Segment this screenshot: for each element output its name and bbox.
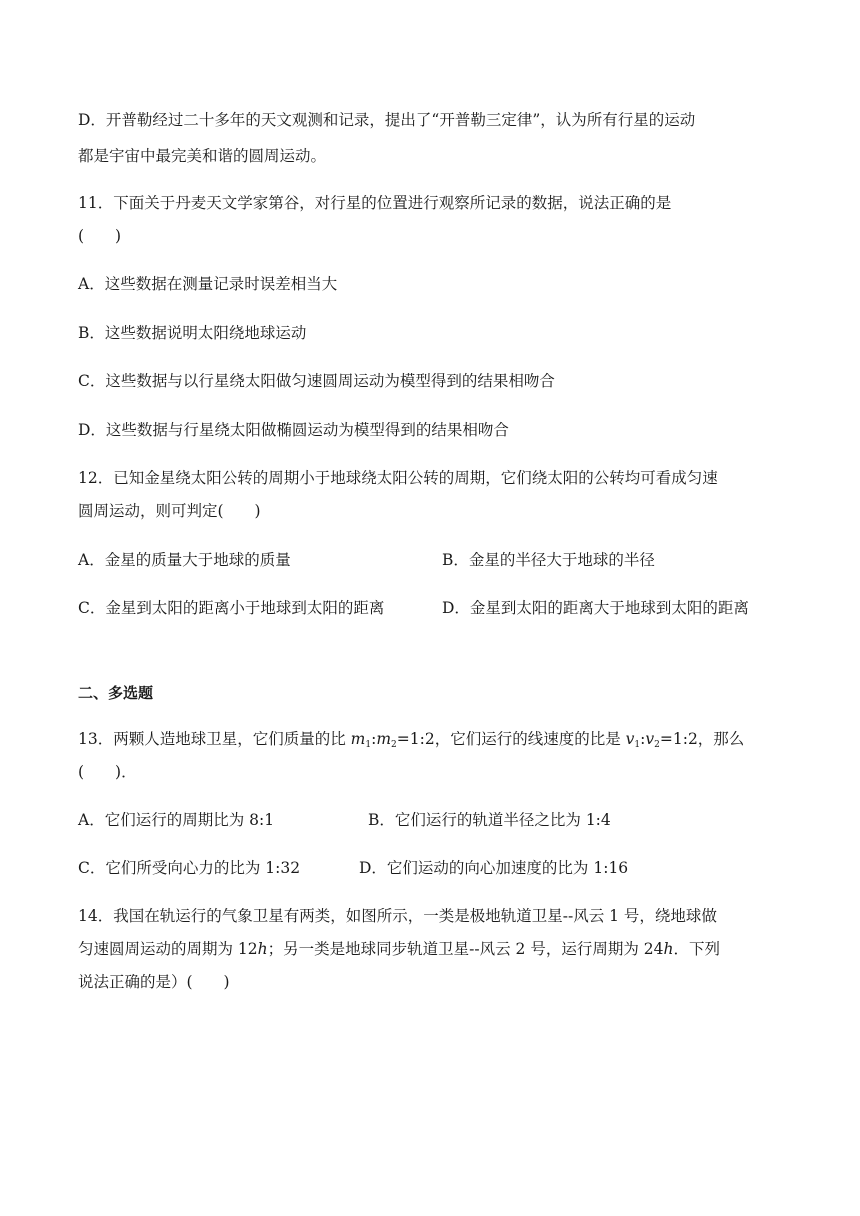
q10-option-d-line2: 都是宇宙中最完美和谐的圆周运动。	[78, 147, 327, 165]
q13-ratio2-text: =1:2，那么	[659, 730, 745, 748]
q10-option-d-line1: D．开普勒经过二十多年的天文观测和记录，提出了“开普勒三定律”，认为所有行星的运动	[78, 111, 696, 129]
q13-colon2: :	[640, 730, 646, 748]
q13-ratio1-text: =1:2，它们运行的线速度的比是	[396, 730, 626, 748]
q11-option-a: A．这些数据在测量记录时误差相当大	[78, 275, 338, 293]
q11-option-c: C．这些数据与以行星绕太阳做匀速圆周运动为模型得到的结果相吻合	[78, 372, 555, 390]
section-heading-multiple-choice: 二、多选题	[78, 684, 154, 702]
q13-m1: m	[350, 730, 366, 748]
q13-v1: v	[625, 730, 635, 748]
q11-stem-line1: 11．下面关于丹麦天文学家第谷，对行星的位置进行观察所记录的数据，说法正确的是	[78, 194, 672, 212]
q14-line2-text-b: ；另一类是地球同步轨道卫星--风云 2 号，运行周期为 24	[267, 940, 664, 958]
q11-option-b: B．这些数据说明太阳绕地球运动	[78, 324, 307, 342]
q12-option-a: A．金星的质量大于地球的质量	[78, 551, 291, 569]
q14-line2-text-c: ．下列	[673, 940, 720, 958]
q13-option-d: D．它们运动的向心加速度的比为 1:16	[359, 859, 629, 877]
q14-line2-text-a: 匀速圆周运动的周期为 12	[78, 940, 258, 958]
q13-stem-line1	[78, 727, 744, 757]
q14-unit-h2: h	[663, 940, 674, 958]
q13-v1-subscript: 1	[634, 740, 641, 750]
q12-stem-line1: 12．已知金星绕太阳公转的周期小于地球绕太阳公转的周期，它们绕太阳的公转均可看成匀速	[78, 469, 718, 487]
q13-m1-subscript: 1	[365, 740, 372, 750]
q12-option-b: B．金星的半径大于地球的半径	[442, 551, 655, 569]
q13-m2-subscript: 2	[391, 740, 397, 750]
q12-option-d: D．金星到太阳的距离大于地球到太阳的距离	[442, 599, 749, 617]
q14-stem-line3: 说法正确的是）( )	[78, 973, 230, 991]
q13-v2: v	[645, 730, 655, 748]
q13-option-c: C．它们所受向心力的比为 1:32	[78, 859, 301, 877]
q13-stem-line2: ( )．	[78, 763, 137, 781]
q14-stem-line2	[78, 937, 720, 961]
q13-option-a: A．它们运行的周期比为 8:1	[78, 811, 275, 829]
q13-stem-text-a: 13．两颗人造地球卫星，它们质量的比	[78, 730, 351, 748]
q13-m2: m	[376, 730, 392, 748]
q12-option-c: C．金星到太阳的距离小于地球到太阳的距离	[78, 599, 385, 617]
q13-v2-subscript: 2	[654, 740, 660, 750]
q14-unit-h1: h	[257, 940, 268, 958]
q13-option-b: B．它们运行的轨道半径之比为 1:4	[368, 811, 611, 829]
q11-stem-line2: ( )	[78, 227, 122, 245]
q12-stem-line2: 圆周运动，则可判定( )	[78, 502, 261, 520]
q11-option-d: D．这些数据与行星绕太阳做椭圆运动为模型得到的结果相吻合	[78, 421, 509, 439]
q13-colon1: :	[371, 730, 377, 748]
q14-stem-line1: 14．我国在轨运行的气象卫星有两类，如图所示，一类是极地轨道卫星--风云 1 号，绕地球做	[78, 907, 717, 925]
